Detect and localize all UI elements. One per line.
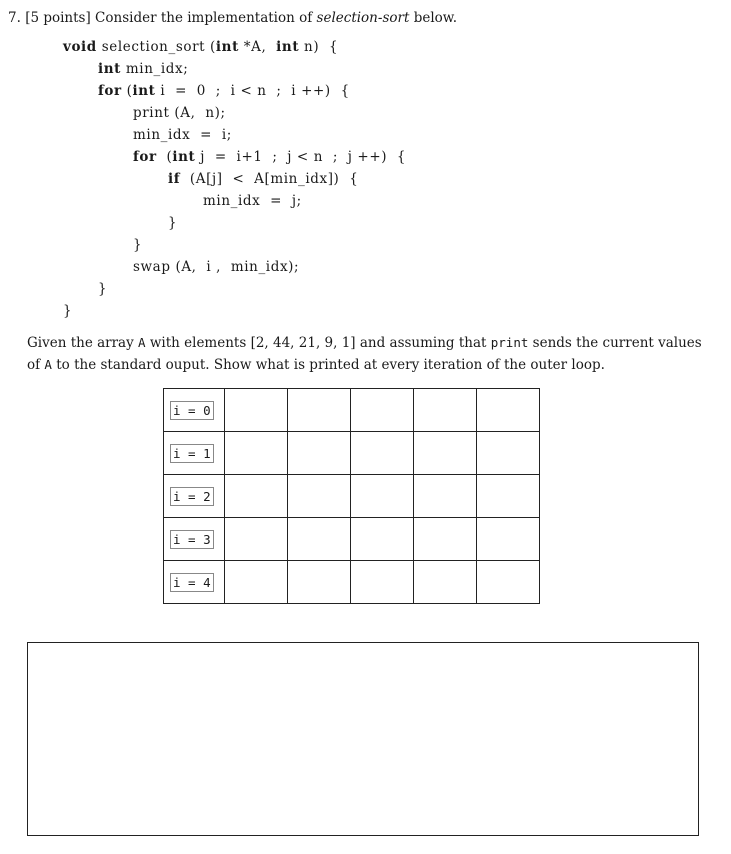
grid-cell[interactable] (351, 432, 414, 475)
grid-cell[interactable] (351, 475, 414, 518)
code-line-3: for (int i = 0 ; i < n ; i ++) { (98, 83, 350, 99)
question-prompt-end: below. (413, 10, 458, 26)
grid-cell[interactable] (288, 475, 351, 518)
question-prompt-start: Consider the implementation of (95, 10, 313, 26)
grid-cell[interactable] (477, 389, 540, 432)
grid-row (164, 561, 540, 604)
grid-cell[interactable] (288, 518, 351, 561)
code-line-4: print (A, n); (133, 105, 226, 121)
answer-box[interactable] (27, 642, 699, 836)
grid-cell[interactable] (351, 389, 414, 432)
row-label: i = 4 (164, 561, 225, 604)
grid-cell[interactable] (288, 389, 351, 432)
question-points: [5 points] (25, 10, 91, 26)
grid-cell[interactable] (225, 389, 288, 432)
code-line-12: } (98, 281, 108, 297)
grid-row (164, 518, 540, 561)
question-number: 7. (8, 10, 21, 26)
grid-row (164, 432, 540, 475)
row-label: i = 2 (164, 475, 225, 518)
code-line-2: int min_idx; (98, 61, 189, 77)
question-header (8, 8, 457, 28)
grid-cell[interactable] (351, 518, 414, 561)
paragraph-text-4: to the standard ouput. Show what is printed at every iteration of the outer loop. (51, 357, 605, 373)
paragraph-text-1: Given the array (27, 335, 139, 351)
code-line-9: } (168, 215, 178, 231)
grid-cell[interactable] (351, 561, 414, 604)
grid-cell[interactable] (225, 518, 288, 561)
grid-cell[interactable] (477, 475, 540, 518)
variable-a-2: A (44, 357, 52, 372)
grid-cell[interactable] (225, 561, 288, 604)
row-label: i = 1 (164, 432, 225, 475)
grid-row (164, 475, 540, 518)
grid-row (164, 389, 540, 432)
code-line-6: for (int j = i+1 ; j < n ; j ++) { (133, 149, 407, 165)
instructions-paragraph (27, 332, 707, 376)
grid-cell[interactable] (414, 518, 477, 561)
paragraph-text-3: sends the current values of (27, 335, 702, 373)
grid-cell[interactable] (414, 475, 477, 518)
row-label: i = 3 (164, 518, 225, 561)
grid-cell[interactable] (414, 432, 477, 475)
grid-cell[interactable] (288, 432, 351, 475)
grid-cell[interactable] (288, 561, 351, 604)
row-label: i = 0 (164, 389, 225, 432)
grid-cell[interactable] (477, 432, 540, 475)
code-line-13: } (63, 303, 73, 319)
grid-cell[interactable] (477, 518, 540, 561)
grid-cell[interactable] (225, 475, 288, 518)
code-line-5: min_idx = i; (133, 127, 232, 143)
grid-cell[interactable] (414, 389, 477, 432)
grid-cell[interactable] (225, 432, 288, 475)
grid-cell[interactable] (414, 561, 477, 604)
code-line-8: min_idx = j; (203, 193, 302, 209)
code-line-10: } (133, 237, 143, 253)
code-line-7: if (A[j] < A[min_idx]) { (168, 171, 359, 187)
code-line-11: swap (A, i , min_idx); (133, 259, 300, 275)
code-line-1: void selection_sort (int *A, int n) { (63, 39, 339, 55)
answer-grid (163, 388, 540, 604)
variable-a: A (138, 335, 146, 350)
paragraph-text-2: with elements [2, 44, 21, 9, 1] and assuming that (145, 335, 491, 351)
question-prompt-emphasis: selection-sort (316, 10, 410, 26)
function-print: print (490, 335, 529, 350)
grid-cell[interactable] (477, 561, 540, 604)
